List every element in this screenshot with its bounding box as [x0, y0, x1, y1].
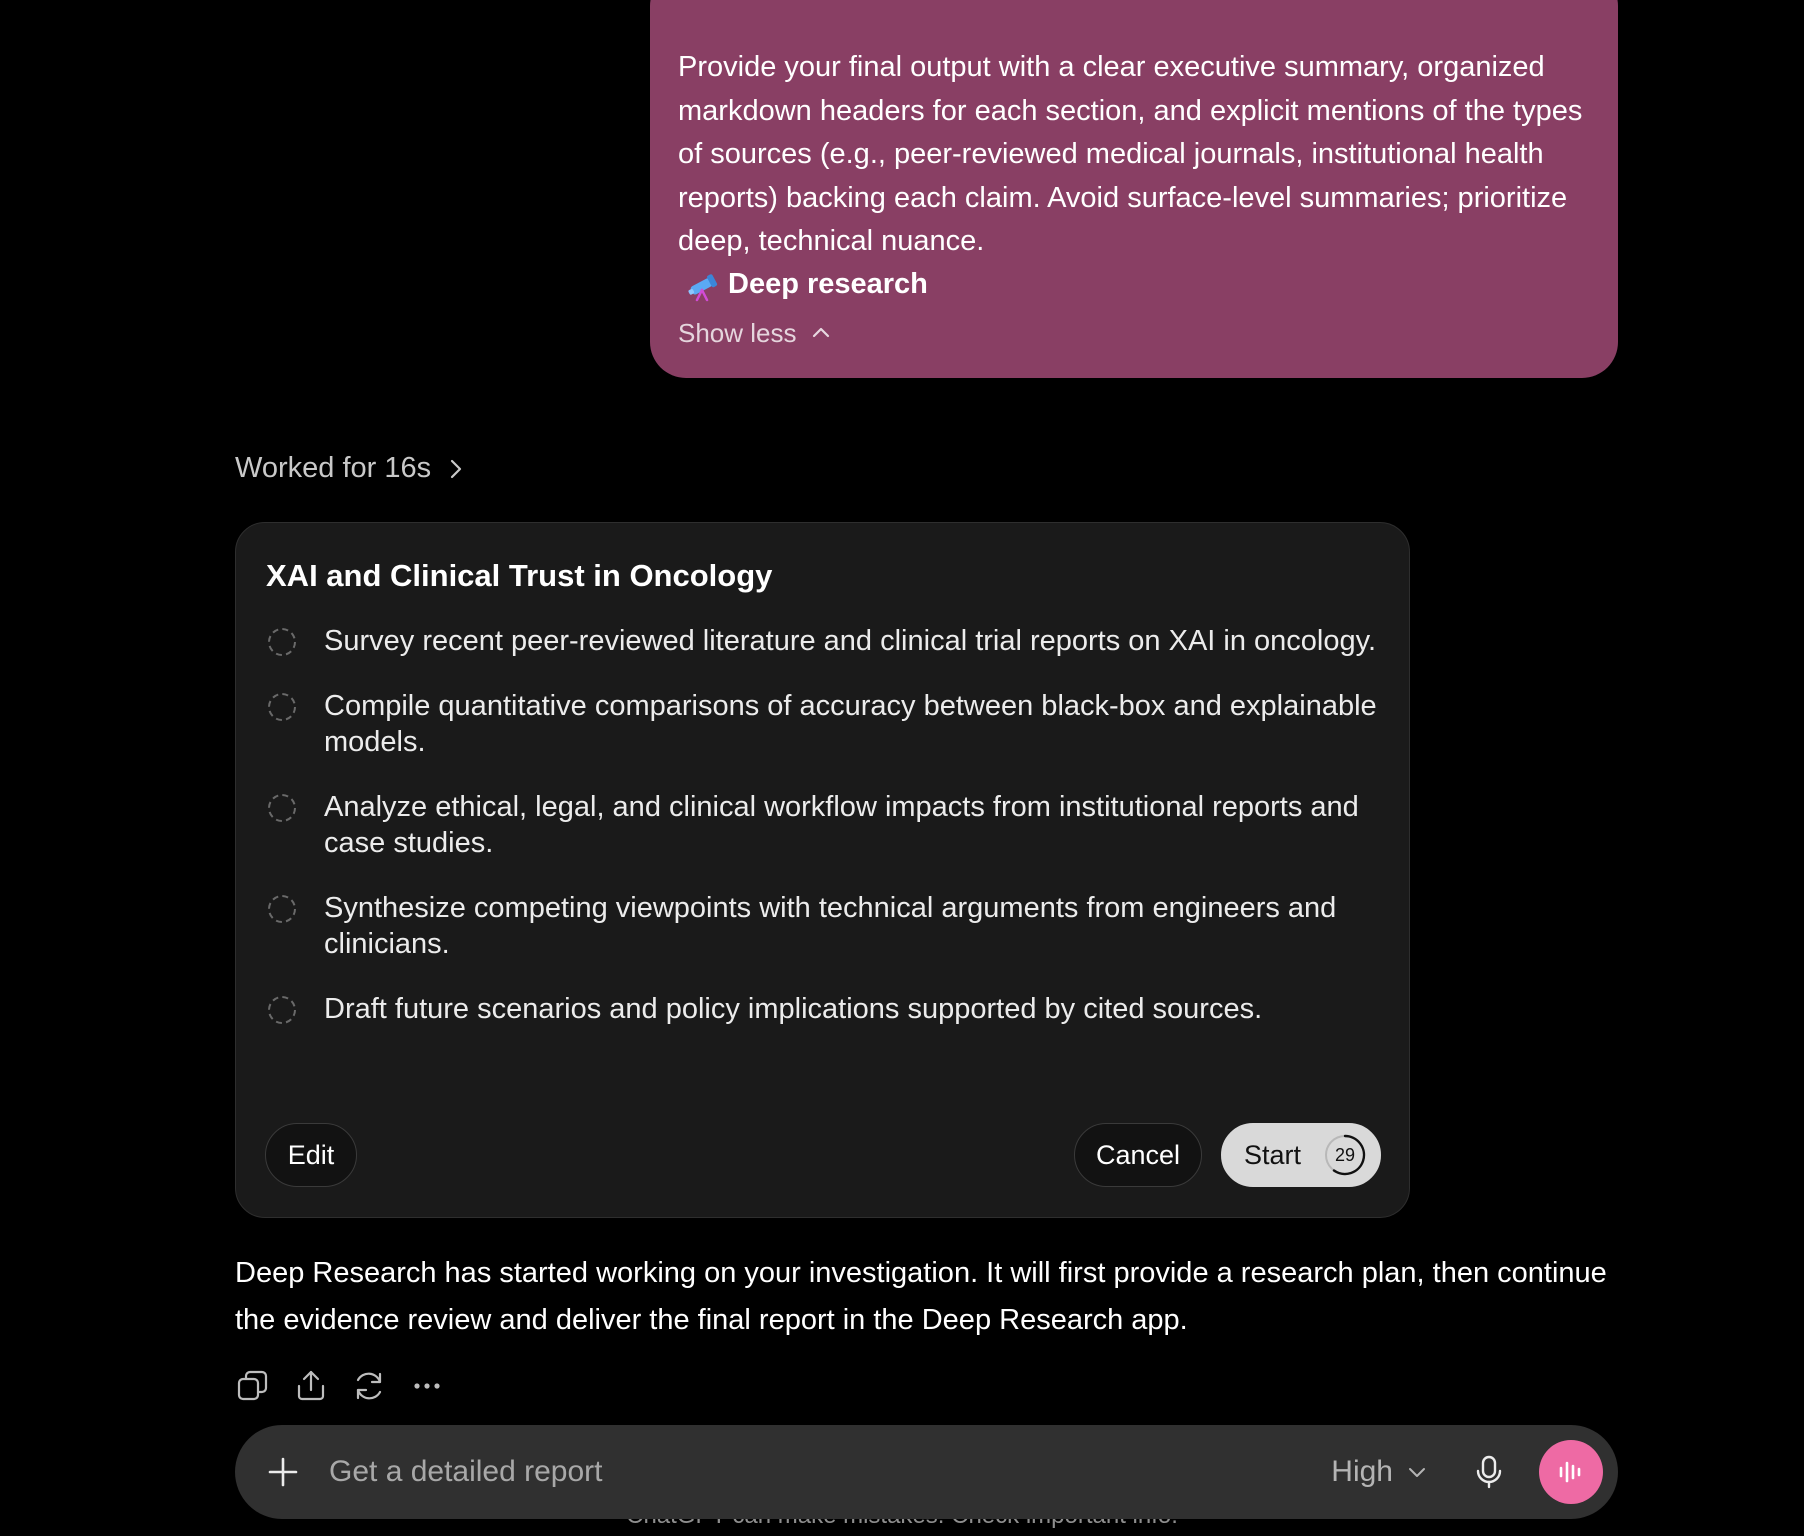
plan-step	[266, 890, 1386, 962]
user-message-text: Provide your final output with a clear executive summary, organized markdown headers for each section, and explicit mentions of the types of sources (e.g., peer-reviewed medical journals, institutional health reports) backing each claim. Avoid surface-level summaries; prioritize deep, technical nuance.	[678, 51, 1583, 257]
plan-step-text: Synthesize competing viewpoints with technical arguments from engineers and clinicians.	[324, 892, 1337, 960]
chevron-up-icon	[809, 321, 833, 345]
deep-research-tag	[686, 263, 1590, 307]
waveform-icon	[1555, 1456, 1587, 1488]
plan-step-text: Compile quantitative comparisons of accuracy between black-box and explainable models.	[324, 690, 1377, 758]
regenerate-icon	[351, 1368, 387, 1404]
more-icon	[409, 1368, 445, 1404]
plan-step-text: Analyze ethical, legal, and clinical workflow impacts from institutional reports and case studies.	[324, 791, 1359, 859]
worked-for-toggle[interactable]	[235, 452, 467, 485]
countdown-timer	[1323, 1133, 1367, 1177]
telescope-icon	[686, 268, 720, 302]
plan-step-text: Draft future scenarios and policy implications supported by cited sources.	[324, 993, 1263, 1025]
add-attachment-icon[interactable]	[263, 1452, 303, 1492]
voice-mode-button[interactable]	[1539, 1440, 1603, 1504]
pending-circle-icon	[267, 894, 297, 924]
composer-bar	[235, 1425, 1618, 1519]
plan-step-text: Survey recent peer-reviewed literature and clinical trial reports on XAI in oncology.	[324, 625, 1377, 657]
show-less-label: Show less	[678, 317, 797, 348]
chevron-right-icon	[445, 458, 467, 480]
more-options-button[interactable]	[409, 1368, 445, 1404]
plan-step	[266, 991, 1386, 1027]
plan-step	[266, 623, 1386, 659]
microphone-icon[interactable]	[1469, 1452, 1509, 1492]
chevron-down-icon	[1405, 1460, 1429, 1484]
effort-selector[interactable]	[1331, 1455, 1429, 1489]
pending-circle-icon	[267, 692, 297, 722]
start-label: Start	[1244, 1139, 1302, 1170]
copy-icon	[235, 1368, 271, 1404]
regenerate-button[interactable]	[351, 1368, 387, 1404]
show-less-toggle[interactable]	[678, 318, 1590, 349]
pending-circle-icon	[267, 995, 297, 1025]
worked-for-label: Worked for 16s	[235, 452, 432, 484]
start-button[interactable]	[1221, 1123, 1381, 1187]
user-message-bubble	[650, 0, 1618, 378]
pending-circle-icon	[267, 793, 297, 823]
share-icon	[293, 1368, 329, 1404]
share-button[interactable]	[293, 1368, 329, 1404]
assistant-response-text: Deep Research has started working on your investigation. It will first provide a research plan, then continue the evidence review and deliver the final report in the Deep Research app.	[235, 1257, 1607, 1336]
copy-button[interactable]	[235, 1368, 271, 1404]
pending-circle-icon	[267, 627, 297, 657]
countdown-value: 29	[1335, 1144, 1356, 1165]
message-actions	[235, 1368, 467, 1404]
cancel-button[interactable]: Cancel	[1074, 1123, 1202, 1187]
effort-label: High	[1331, 1455, 1393, 1488]
prompt-input[interactable]	[327, 1454, 1331, 1490]
plan-step	[266, 789, 1386, 861]
plan-steps-list	[266, 623, 1386, 1056]
research-plan-card	[235, 522, 1410, 1218]
edit-button[interactable]: Edit	[265, 1123, 357, 1187]
deep-research-label: Deep research	[728, 268, 928, 300]
plan-title: XAI and Clinical Trust in Oncology	[266, 558, 773, 593]
plan-step	[266, 688, 1386, 760]
